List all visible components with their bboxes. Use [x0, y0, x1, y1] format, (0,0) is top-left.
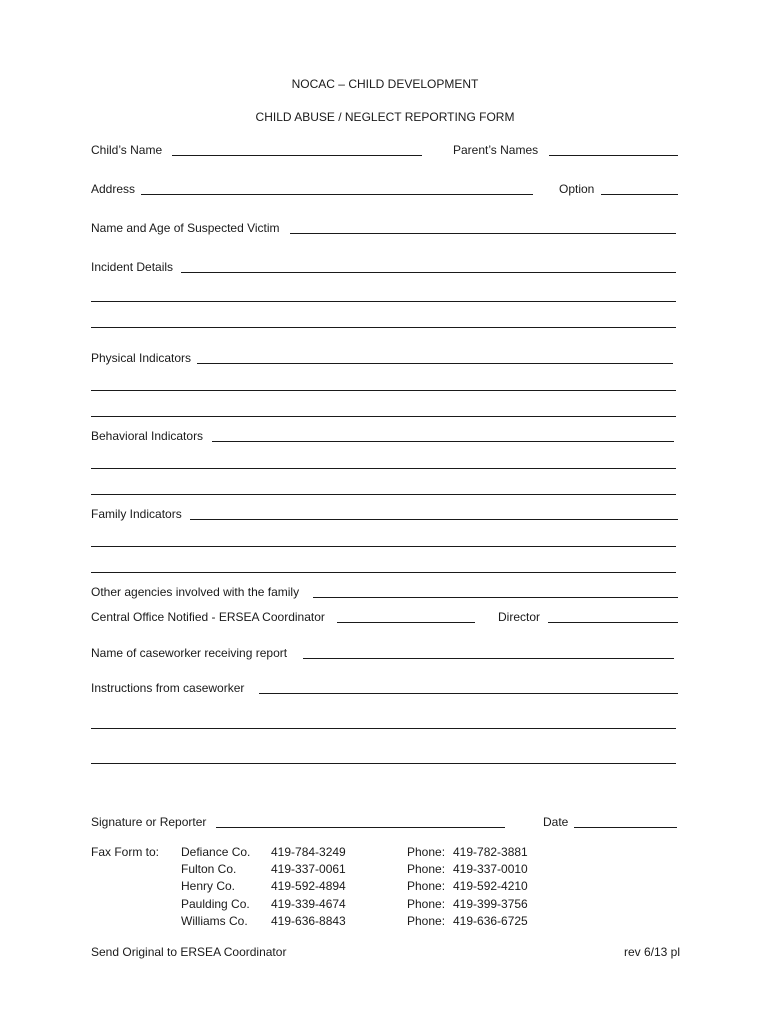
parents-names-field[interactable]: [549, 155, 678, 156]
caseworker-name-label: Name of caseworker receiving report: [91, 646, 288, 660]
physical-indicators-line[interactable]: [91, 390, 676, 391]
send-original-note: Send Original to ERSEA Coordinator: [91, 945, 287, 959]
phone-label: Phone:: [407, 897, 446, 911]
director-field[interactable]: [548, 622, 678, 623]
fax-number: 419-337-0061: [271, 862, 346, 876]
parents-names-label: Parent’s Names: [453, 143, 539, 157]
behavioral-indicators-line[interactable]: [91, 468, 676, 469]
form-title: CHILD ABUSE / NEGLECT REPORTING FORM: [255, 110, 515, 124]
date-label: Date: [543, 815, 569, 829]
family-indicators-line[interactable]: [91, 546, 676, 547]
incident-details-label: Incident Details: [91, 260, 174, 274]
signature-label: Signature or Reporter: [91, 815, 207, 829]
other-agencies-label: Other agencies involved with the family: [91, 585, 300, 599]
address-field[interactable]: [141, 194, 533, 195]
victim-field[interactable]: [290, 233, 676, 234]
physical-indicators-line[interactable]: [91, 416, 676, 417]
incident-details-line[interactable]: [91, 327, 676, 328]
director-label: Director: [498, 610, 541, 624]
phone-label: Phone:: [407, 845, 446, 859]
phone-label: Phone:: [407, 862, 446, 876]
behavioral-indicators-field[interactable]: [212, 441, 674, 442]
other-agencies-field[interactable]: [313, 597, 678, 598]
instructions-line[interactable]: [91, 728, 676, 729]
incident-details-field[interactable]: [181, 272, 676, 273]
fax-county: Defiance Co.: [181, 845, 251, 859]
phone-number: 419-782-3881: [453, 845, 528, 859]
phone-number: 419-337-0010: [453, 862, 528, 876]
fax-form-label: Fax Form to:: [91, 845, 160, 859]
fax-county: Paulding Co.: [181, 897, 250, 911]
phone-label: Phone:: [407, 879, 446, 893]
date-field[interactable]: [574, 827, 677, 828]
instructions-line[interactable]: [91, 763, 676, 764]
fax-number: 419-784-3249: [271, 845, 346, 859]
caseworker-name-field[interactable]: [303, 658, 674, 659]
fax-county: Henry Co.: [181, 879, 236, 893]
central-office-label: Central Office Notified - ERSEA Coordinator: [91, 610, 325, 624]
childs-name-label: Child’s Name: [91, 143, 163, 157]
phone-number: 419-592-4210: [453, 879, 528, 893]
family-indicators-label: Family Indicators: [91, 507, 182, 521]
victim-label: Name and Age of Suspected Victim: [91, 221, 280, 235]
physical-indicators-label: Physical Indicators: [91, 351, 192, 365]
option-label: Option: [559, 182, 595, 196]
option-field[interactable]: [601, 194, 678, 195]
fax-number: 419-636-8843: [271, 914, 346, 928]
incident-details-line[interactable]: [91, 301, 676, 302]
family-indicators-line[interactable]: [91, 572, 676, 573]
signature-field[interactable]: [216, 827, 505, 828]
phone-number: 419-399-3756: [453, 897, 528, 911]
instructions-field[interactable]: [259, 693, 678, 694]
childs-name-field[interactable]: [172, 155, 422, 156]
behavioral-indicators-line[interactable]: [91, 494, 676, 495]
fax-number: 419-592-4894: [271, 879, 346, 893]
central-office-field[interactable]: [337, 622, 475, 623]
fax-number: 419-339-4674: [271, 897, 346, 911]
instructions-label: Instructions from caseworker: [91, 681, 245, 695]
physical-indicators-field[interactable]: [197, 363, 673, 364]
org-heading: NOCAC – CHILD DEVELOPMENT: [291, 77, 479, 91]
family-indicators-field[interactable]: [190, 519, 678, 520]
behavioral-indicators-label: Behavioral Indicators: [91, 429, 204, 443]
phone-label: Phone:: [407, 914, 446, 928]
fax-county: Fulton Co.: [181, 862, 237, 876]
address-label: Address: [91, 182, 136, 196]
phone-number: 419-636-6725: [453, 914, 528, 928]
revision-note: rev 6/13 pl: [623, 945, 680, 959]
fax-county: Williams Co.: [181, 914, 248, 928]
